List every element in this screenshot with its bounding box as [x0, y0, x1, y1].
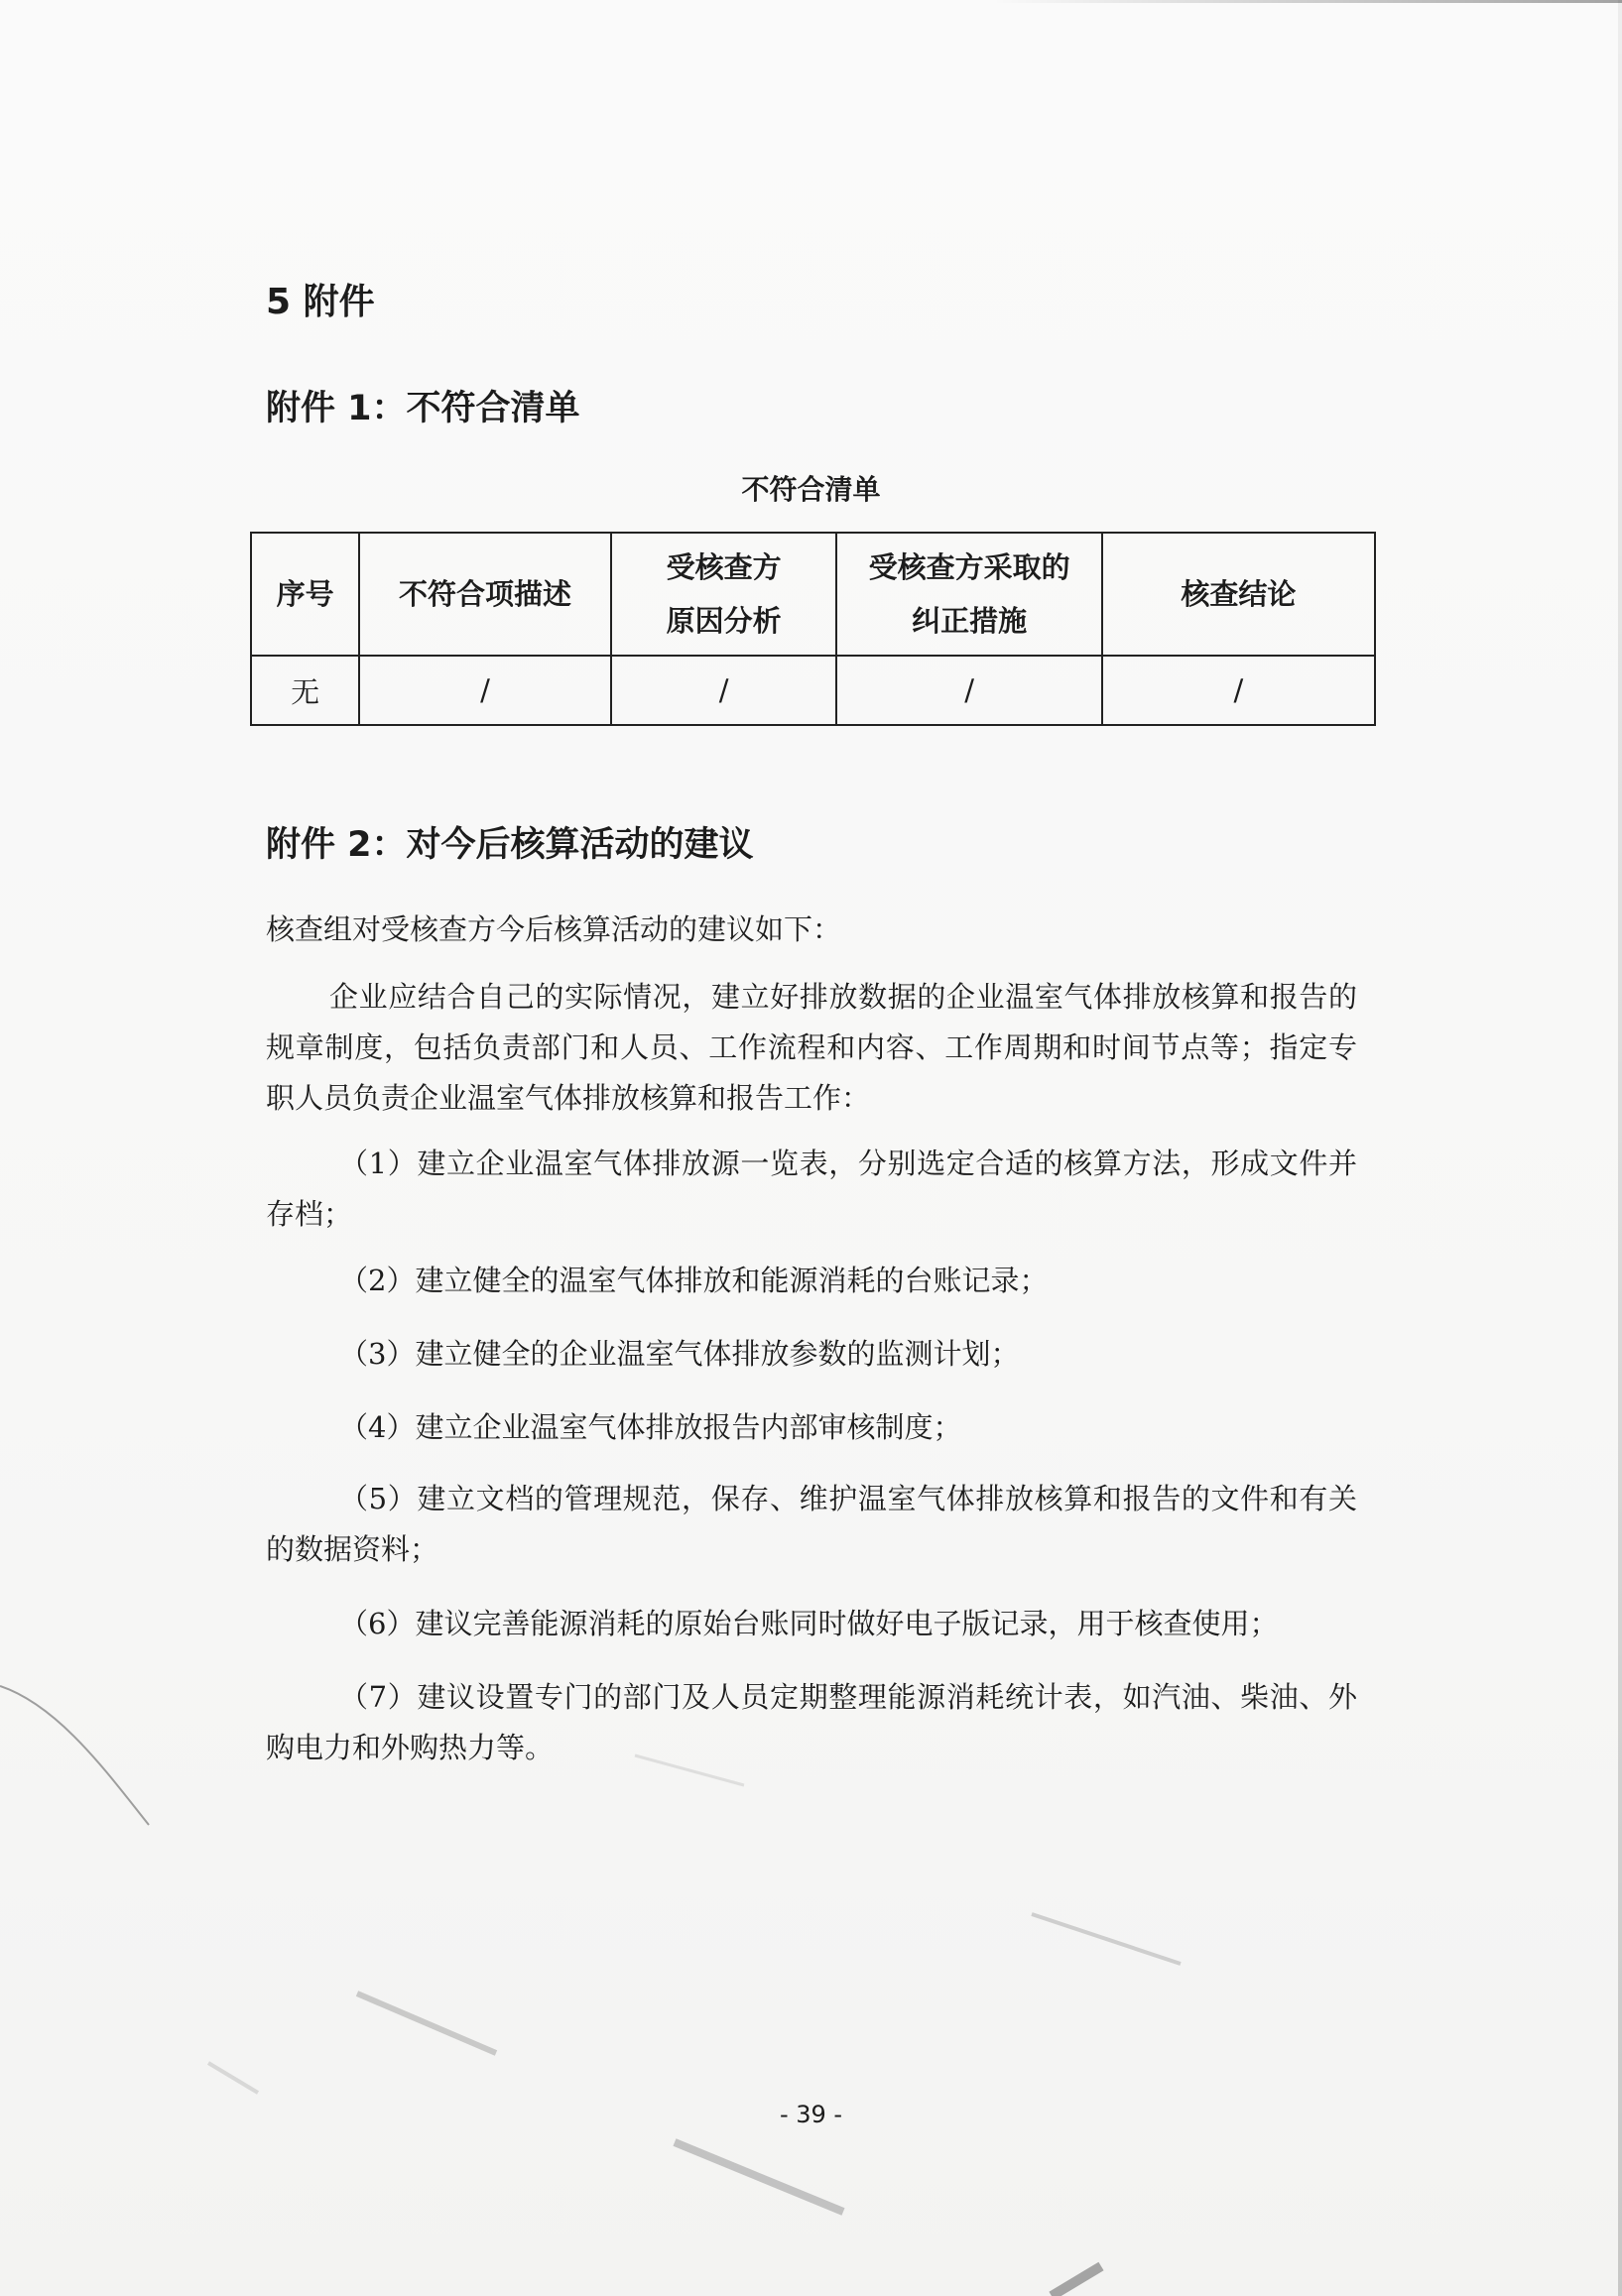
table-cell: /: [1102, 656, 1375, 725]
suggestion-item-5: （5）建立文档的管理规范，保存、维护温室气体排放核算和报告的文件和有关的数据资料；: [266, 1482, 1357, 1566]
page-number: - 39 -: [779, 2101, 843, 2128]
header-description: 不符合项描述: [359, 533, 610, 656]
table-header-row: [251, 533, 1375, 656]
table-cell: /: [359, 656, 610, 725]
table-row: [251, 656, 1375, 725]
header-corrective-action: 受核查方采取的 纠正措施: [836, 533, 1101, 656]
header-serial: 序号: [251, 533, 359, 656]
suggestion-item-6: （6）建议完善能源消耗的原始台账同时做好电子版记录，用于核查使用；: [339, 1607, 1279, 1640]
section-heading: 5 附件: [266, 282, 375, 322]
suggestion-item-4: （4）建立企业温室气体排放报告内部审核制度；: [339, 1410, 962, 1444]
suggestion-item-1: （1）建立企业温室气体排放源一览表，分别选定合适的核算方法，形成文件并存档；: [266, 1147, 1357, 1231]
suggestion-item-7: （7）建议设置专门的部门及人员定期整理能源消耗统计表，如汽油、柴油、外购电力和外购热力等。: [266, 1680, 1357, 1764]
header-cause-analysis: 受核查方 原因分析: [611, 533, 837, 656]
table-caption: 不符合清单: [741, 473, 881, 506]
table-cell: 无: [251, 656, 359, 725]
suggestion-item-3: （3）建立健全的企业温室气体排放参数的监测计划；: [339, 1337, 1020, 1371]
nonconformity-table: [250, 532, 1376, 726]
table-cell: /: [611, 656, 837, 725]
suggestion-item-2: （2）建立健全的温室气体排放和能源消耗的台账记录；: [339, 1264, 1049, 1297]
attachment1-title: 附件 1：不符合清单: [266, 389, 580, 428]
page-edge-shadow: [992, 0, 1622, 3]
intro-paragraph: 核查组对受核查方今后核算活动的建议如下：: [266, 912, 842, 946]
table-cell: /: [836, 656, 1101, 725]
page-edge-shadow-right: [1618, 0, 1622, 2296]
attachment2-title: 附件 2：对今后核算活动的建议: [266, 825, 754, 865]
header-conclusion: 核查结论: [1102, 533, 1375, 656]
main-paragraph: 企业应结合自己的实际情况，建立好排放数据的企业温室气体排放核算和报告的规章制度，包括负责部门和人员、工作流程和内容、工作周期和时间节点等；指定专职人员负责企业温室气体排放核算和报告工作：: [266, 980, 1357, 1115]
